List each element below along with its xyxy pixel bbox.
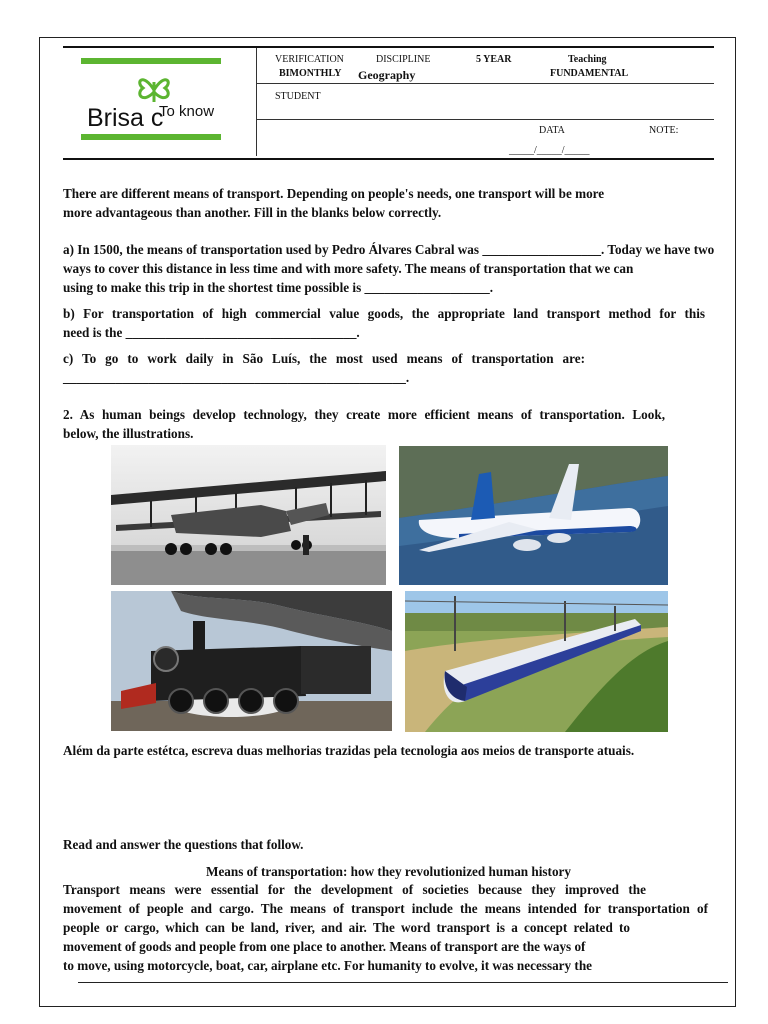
school-logo: [81, 58, 221, 142]
logo-name: Brisa c: [87, 104, 164, 132]
verification-label: VERIFICATION: [275, 54, 344, 65]
discipline-label: DISCIPLINE: [376, 54, 431, 65]
read-answer-instruction: Read and answer the questions that follow.: [63, 837, 304, 852]
question-2-line: 2. As human beings develop technology, they create more efficient means of transportation. Look,: [63, 407, 665, 422]
question-a-line: ways to cover this distance in less time and with more safety. The means of transportation that we can: [63, 261, 634, 276]
article-title: Means of transportation: how they revolutionized human history: [206, 864, 571, 879]
date-blank: _____/_____/_____: [509, 145, 590, 156]
year-label: 5 YEAR: [476, 54, 512, 65]
modern-airliner-photo: [399, 446, 668, 585]
question-2-line: below, the illustrations.: [63, 426, 194, 441]
article-line: to move, using motorcycle, boat, car, airplane etc. For humanity to evolve, it was necessary the: [63, 958, 593, 973]
article-line: people or cargo, which can be land, river, and air. The word transport is a concept related to: [63, 920, 630, 935]
intro-line: There are different means of transport. Depending on people's needs, one transport will be more: [63, 186, 605, 201]
student-label: STUDENT: [275, 91, 321, 102]
question-a-line: a) In 1500, the means of transportation used by Pedro Álvares Cabral was __________________. Today we have two: [63, 242, 715, 257]
high-speed-train-photo: [405, 591, 668, 732]
article-line: movement of people and cargo. The means of transport include the means intended for transportation of: [63, 901, 708, 916]
header-row-divider: [256, 83, 714, 84]
date-label: DATA: [539, 125, 565, 136]
verification-value: BIMONTHLY: [279, 68, 342, 79]
article-line: Transport means were essential for the development of societies because they improved the: [63, 882, 646, 897]
discipline-value: Geography: [358, 68, 416, 82]
header-row-divider: [256, 119, 714, 120]
improvements-prompt: Além da parte estétca, escreva duas melhorias trazidas pela tecnologia aos meios de transporte atuais.: [63, 743, 635, 758]
question-c-line: ____________________________________________________.: [63, 370, 410, 385]
article-line: movement of goods and people from one place to another. Means of transport are the ways of: [63, 939, 586, 954]
logo-bar: [81, 134, 221, 140]
teaching-label: Teaching: [568, 54, 607, 65]
footer-rule: [78, 982, 728, 983]
steam-locomotive-photo: [111, 591, 392, 731]
logo-tagline: To know: [159, 103, 215, 120]
header-divider: [256, 48, 257, 156]
intro-line: more advantageous than another. Fill in the blanks below correctly.: [63, 205, 442, 220]
question-c-line: c) To go to work daily in São Luís, the most used means of transportation are:: [63, 351, 585, 366]
question-b-line: b) For transportation of high commercial value goods, the appropriate land transport method for this: [63, 306, 705, 321]
logo-bar: [81, 58, 221, 64]
question-b-line: need is the ___________________________________.: [63, 325, 360, 340]
question-a-line: using to make this trip in the shortest time possible is ___________________.: [63, 280, 494, 295]
note-label: NOTE:: [649, 125, 679, 136]
teaching-value: FUNDAMENTAL: [550, 68, 629, 79]
worksheet-header: [63, 46, 714, 160]
butterfly-icon: [133, 68, 175, 108]
old-biplane-photo: [111, 445, 386, 585]
